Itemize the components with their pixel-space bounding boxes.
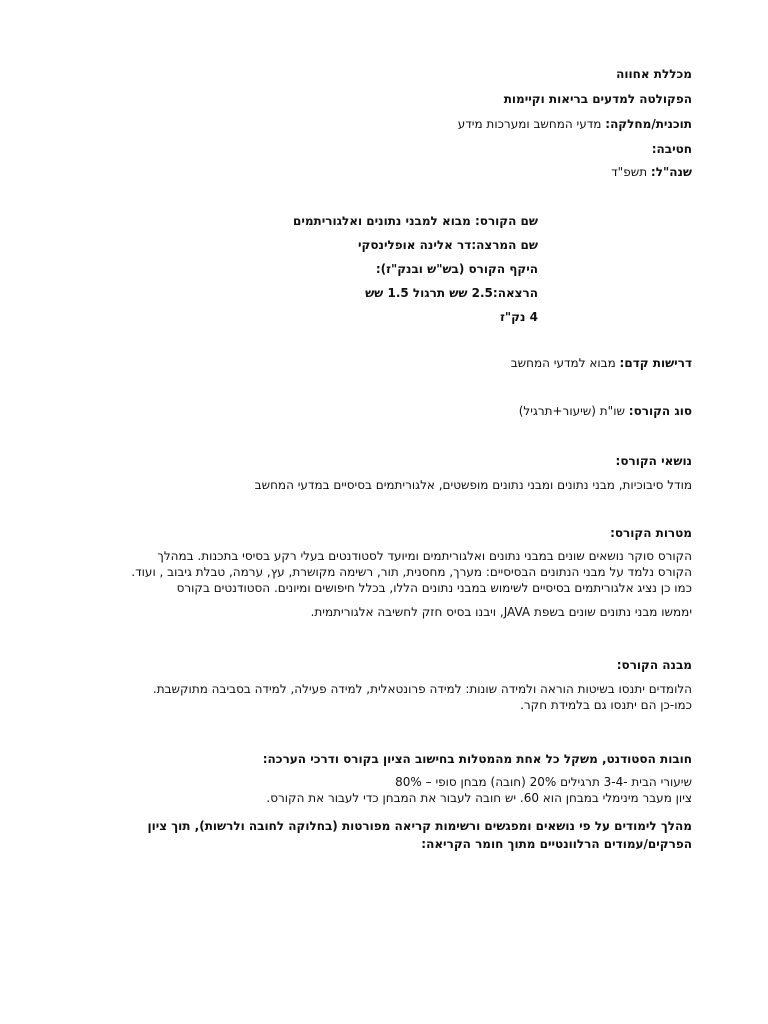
topics-text: מודל סיבוכיות, מבני נתונים ומבני נתונים מופשטים, אלגוריתמים בסיסיים במדעי המחשב [254,478,692,492]
prereq-value: מבוא למדעי המחשב [510,356,616,370]
year-label: שנה"ל: [650,165,692,179]
prereq-row [511,355,692,371]
goals-line: כמו כן נציג אלגוריתמים בסיסיים לשימוש במבני נתונים הללו, בכלל חיפושים ומיונים. הסטודנטים בקורס [176,581,692,595]
obligations-line: ציון מעבר מינימלי במבחן הוא 60. יש חובה לעבור את המבחן כדי לעבור את הקורס. [266,791,692,805]
obligations-paragraph [72,774,692,806]
lecturer-name: שם המרצה:דר אלינה אופלינסקי [357,238,538,252]
program-label: תוכנית/מחלקה: [605,117,692,131]
schedule-line: מהלך לימודים על פי נושאים ומפגשים ורשימות קריאה מפורטות (בחלוקה לחובה ולרשות), תוך ציון [147,819,692,833]
obligations-line: שיעורי הבית -3-4 תרגילים 20% (חובה) מבחן סופי – 80% [395,775,692,789]
course-hours: הרצאה:2.5 שש תרגול 1.5 שש [365,286,538,300]
structure-label: מבנה הקורס: [616,658,692,672]
course-type-label: סוג הקורס: [628,404,692,418]
course-type-value: שו"ת (שיעור+תרגיל) [518,404,625,418]
goals-line: הקורס נלמד על מבני הנתונים הבסיסיים: מערך, מחסנית, תור, רשימה מקושרת, עץ, ערמה, טבלת גיבוב , ועוד. [131,565,692,579]
course-type-row [519,403,692,419]
goals-line: הקורס סוקר נושאים שונים במבני נתונים ואלגוריתמים ומיועד לסטודנטים בעלי רקע בסיסי בתכנות. במהלך [157,549,692,563]
structure-line: הלומדים יתנסו בשיטות הוראה ולמידה שונות: למידה פרונטאלית, למידה פעילה, למידה בסביבה מתוקשבת. [152,682,692,696]
course-name: שם הקורס: מבוא למבני נתונים ואלגוריתמים [292,214,538,228]
goals-line: יממשו מבני נתונים שונים בשפת JAVA, ויבנו בסיס חזק לחשיבה אלגוריתמית. [310,605,692,619]
structure-line: כמו-כן הם יתנסו גם בלמידת חקר. [520,698,692,712]
year-value: תשפ"ד [611,165,648,179]
obligations-label: חובות הסטודנט, משקל כל אחת מהמטלות בחישוב הציון בקורס ודרכי הערכה: [262,752,692,766]
schedule-line: הפרקים/עמודים הרלוונטיים מתוך חומר הקריאה: [421,837,692,851]
schedule-paragraph [72,817,692,853]
goals-paragraph [72,548,692,620]
track-label: חטיבה: [651,142,692,156]
program-value: מדעי המחשב ומערכות מידע [457,117,602,131]
college-name: מכללת אחווה [616,67,692,81]
topics-label: נושאי הקורס: [615,454,692,468]
program-row [458,116,692,132]
structure-paragraph [72,681,692,713]
course-credits: 4 נק"ז [500,310,538,324]
goals-label: מטרות הקורס: [610,526,692,540]
faculty-name: הפקולטה למדעים בריאות וקיימות [503,92,692,106]
year-row [611,164,692,180]
course-scope: היקף הקורס (בש"ש ובנק"ז): [375,262,538,276]
prereq-label: דרישות קדם: [619,356,692,370]
